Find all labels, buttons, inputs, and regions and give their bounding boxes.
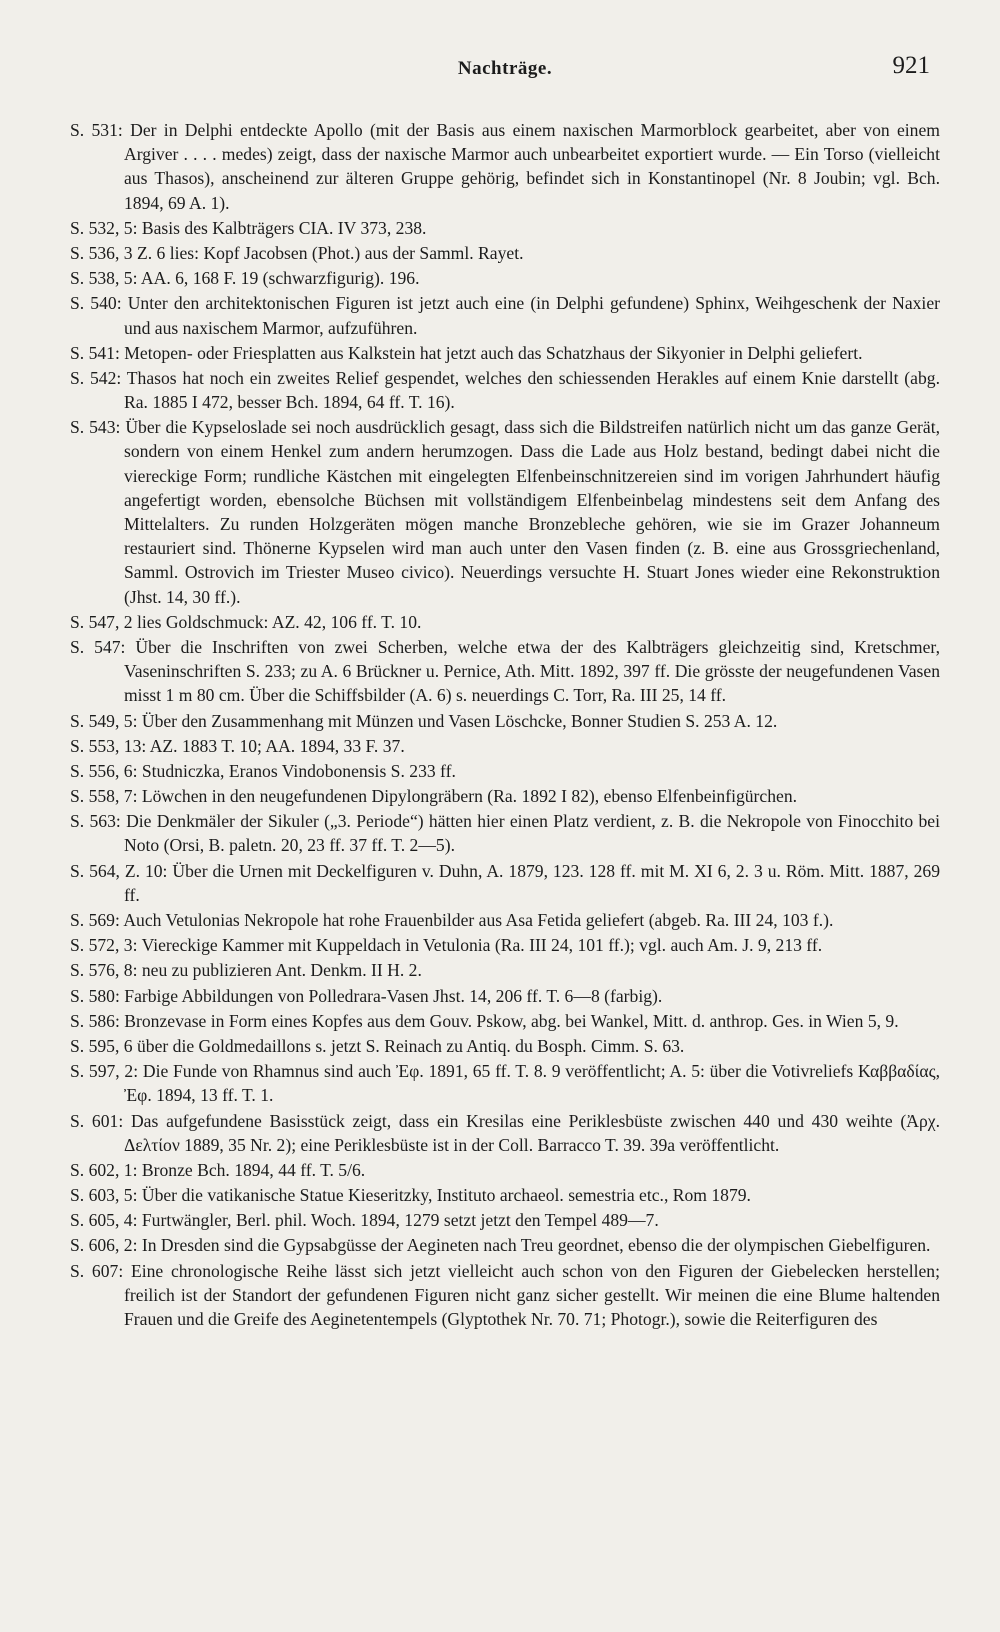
entry-reference: S. 558, 7: (70, 786, 138, 807)
addendum-entry (70, 291, 940, 339)
entry-text: über die Goldmedaillons s. jetzt S. Reinach zu Antiq. du Bosph. Cimm. S. 63. (136, 1035, 685, 1056)
addendum-entry (70, 984, 940, 1008)
entry-text: Über die Kypseloslade sei noch ausdrücklich gesagt, dass sich die Bildstreifen natürlich nicht um das ganze Gerät, sondern von einem Henkel zum andern herumzogen. Dass die Lade aus Holz bestand, bedingt dabei nicht die viereckige Form; rundliche Kästchen mit eingelegten Elfenbeinschnitzereien sind im vorigen Jahrhundert häufig angefertigt worden, ebensolche Büchsen mit vollständigem Elfenbeinbelag mindestens seit dem Anfang des Mittelalters. Zu runden Holzgeräten mögen manche Bronzebleche gehören, wie sie im Grazer Johanneum restauriert sind. Thönerne Kypselen wird man auch unter den Vasen finden (z. B. eine aus Grossgriechenland, Samml. Ostrovich im Triester Museo civico). Neuerdings versuchte H. Stuart Jones wieder eine Rekonstruktion (Jhst. 14, 30 ff.). (124, 417, 940, 607)
entry-text: In Dresden sind die Gypsabgüsse der Aegineten nach Treu geordnet, ebenso die der olympischen Giebelfiguren. (141, 1235, 931, 1256)
entry-text: Die Denkmäler der Sikuler („3. Periode“) hätten hier einen Platz verdient, z. B. die Nekropole von Finocchito bei Noto (Orsi, B. paletn. 20, 23 ff. 37 ff. T. 2—5). (124, 811, 940, 856)
entry-reference: S. 602, 1: (70, 1159, 138, 1180)
entry-reference: S. 603, 5: (70, 1185, 138, 1206)
entry-text: Z. 6 lies: Kopf Jacobsen (Phot.) aus der Samml. Rayet. (136, 242, 524, 263)
addendum-entry (70, 1109, 940, 1157)
entry-reference: S. 540: (70, 293, 122, 314)
entry-reference: S. 597, 2: (70, 1061, 139, 1082)
entry-reference: S. 580: (70, 985, 120, 1006)
entry-text: Über die Urnen mit Deckelfiguren v. Duhn, A. 1879, 123. 128 ff. mit M. XI 6, 2. 3 u. Röm. Mitt. 1887, 269 ff. (124, 860, 940, 905)
entry-text: AA. 6, 168 F. 19 (schwarzfigurig). 196. (140, 268, 420, 289)
addendum-entry (70, 859, 940, 907)
addendum-entry (70, 933, 940, 957)
entry-text: Thasos hat noch ein zweites Relief gespendet, welches den schiessenden Herakles auf einem Knie darstellt (abg. Ra. 1885 I 472, besser Bch. 1894, 64 ff. T. 16). (124, 367, 940, 413)
entry-text: Basis des Kalbträgers CIA. IV 373, 238. (141, 217, 427, 238)
entry-reference: S. 605, 4: (70, 1210, 138, 1231)
addendum-entry (70, 1158, 940, 1182)
entry-reference: S. 564, Z. 10: (70, 860, 168, 881)
addendum-entry (70, 216, 940, 240)
entry-reference: S. 542: (70, 367, 122, 388)
entry-text: Das aufgefundene Basisstück zeigt, dass ein Kresilas eine Periklesbüste zwischen 440 und 430 weihte (Ἀρχ. Δελτίον 1889, 35 Nr. 2); eine Periklesbüste ist in der Coll. Barracco T. 39. 39a veröffentlicht. (124, 1110, 940, 1155)
addenda-list (70, 118, 940, 1331)
entry-reference: S. 547: (70, 636, 126, 657)
entry-text: Über die vatikanische Statue Kieseritzky, Instituto archaeol. semestria etc., Rom 1879. (141, 1185, 751, 1206)
entry-reference: S. 547, 2 (70, 611, 133, 632)
addendum-entry (70, 759, 940, 783)
page-header (70, 52, 940, 92)
entry-text: Der in Delphi entdeckte Apollo (mit der Basis aus einem naxischen Marmorblock gearbeitet, aber von einem Argiver . . . . medes) zeigt, dass der naxische Marmor auch unbearbeitet exportiert wurde. — Ein Torso (vielleicht aus Thasos), anscheinend zur älteren Gruppe gehörig, befindet sich in Konstantinopel (Nr. 8 Joubin; vgl. Bch. 1894, 69 A. 1). (124, 120, 940, 213)
entry-text: Die Funde von Rhamnus sind auch Ἐφ. 1891, 65 ff. T. 8. 9 veröffentlicht; A. 5: über die Votivreliefs Καββαδίας, Ἐφ. 1894, 13 ff. T. 1. (124, 1061, 940, 1106)
entry-reference: S. 606, 2: (70, 1235, 138, 1256)
entry-reference: S. 576, 8: (70, 960, 138, 981)
entry-reference: S. 569: (70, 910, 120, 930)
addendum-entry (70, 1059, 940, 1107)
addendum-entry (70, 610, 940, 634)
addendum-entry (70, 958, 940, 982)
entry-text: lies Goldschmuck: AZ. 42, 106 ff. T. 10. (136, 611, 422, 632)
entry-text: Eine chronologische Reihe lässt sich jetzt vielleicht auch schon von den Figuren der Giebelecken herstellen; freilich ist der Standort der gefundenen Figuren nicht ganz sicher gestellt. Wir meinen die eine Blume haltenden Frauen und die Greife des Aeginetentempels (Glyptothek Nr. 70. 71; Photogr.), sowie die Reiterfiguren des (124, 1260, 940, 1329)
addendum-entry (70, 1233, 940, 1257)
addendum-entry (70, 1009, 940, 1033)
entry-text: Löwchen in den neugefundenen Dipylongräbern (Ra. 1892 I 82), ebenso Elfenbeinfigürchen. (141, 786, 798, 807)
addendum-entry (70, 1208, 940, 1232)
entry-reference: S. 536, 3 (70, 242, 133, 263)
entry-reference: S. 556, 6: (70, 760, 138, 781)
entry-text: Metopen- oder Friesplatten aus Kalkstein hat jetzt auch das Schatzhaus der Sikyonier in Delphi geliefert. (124, 342, 863, 363)
addendum-entry (70, 366, 940, 414)
addendum-entry (70, 415, 940, 609)
addendum-entry (70, 1259, 940, 1332)
addendum-entry (70, 1034, 940, 1058)
entry-text: Über den Zusammenhang mit Münzen und Vasen Löschcke, Bonner Studien S. 253 A. 12. (141, 710, 778, 731)
entry-text: Viereckige Kammer mit Kuppeldach in Vetulonia (Ra. III 24, 101 ff.); vgl. auch Am. J. 9, 213 ff. (141, 935, 823, 956)
entry-text: Bronzevase in Form eines Kopfes aus dem Gouv. Pskow, abg. bei Wankel, Mitt. d. anthrop. Ges. in Wien 5, 9. (124, 1010, 899, 1031)
entry-text: AZ. 1883 T. 10; AA. 1894, 33 F. 37. (149, 735, 405, 756)
entry-text: Farbige Abbildungen von Polledrara-Vasen Jhst. 14, 206 ff. T. 6—8 (farbig). (124, 985, 663, 1006)
addendum-entry (70, 266, 940, 290)
addendum-entry (70, 809, 940, 857)
entry-reference: S. 541: (70, 342, 120, 363)
entry-reference: S. 607: (70, 1260, 124, 1281)
entry-reference: S. 601: (70, 1110, 124, 1131)
entry-reference: S. 595, 6 (70, 1035, 133, 1056)
entry-text: Furtwängler, Berl. phil. Woch. 1894, 1279 setzt jetzt den Tempel 489—7. (141, 1210, 659, 1231)
entry-reference: S. 538, 5: (70, 268, 138, 289)
addendum-entry (70, 784, 940, 808)
entry-reference: S. 586: (70, 1010, 120, 1031)
entry-reference: S. 531: (70, 120, 123, 140)
entry-text: Studniczka, Eranos Vindobonensis S. 233 ff. (141, 760, 456, 781)
running-title: Nachträge. (457, 58, 553, 79)
entry-reference: S. 553, 13: (70, 735, 147, 756)
addendum-entry (70, 734, 940, 758)
addendum-entry (70, 709, 940, 733)
addendum-entry (70, 1183, 940, 1207)
page-number: 921 (892, 52, 930, 79)
addendum-entry (70, 908, 940, 932)
entry-reference: S. 543: (70, 417, 121, 438)
entry-reference: S. 572, 3: (70, 935, 138, 956)
entry-text: Bronze Bch. 1894, 44 ff. T. 5/6. (141, 1159, 366, 1180)
entry-text: neu zu publizieren Ant. Denkm. II H. 2. (141, 960, 422, 981)
entry-reference: S. 549, 5: (70, 710, 138, 731)
entry-text: Unter den architektonischen Figuren ist jetzt auch eine (in Delphi gefundene) Sphinx, Weihgeschenk der Naxier und aus naxischem Marmor, aufzuführen. (124, 293, 940, 338)
entry-text: Auch Vetulonias Nekropole hat rohe Frauenbilder aus Asa Fetida geliefert (abgeb. Ra. III 24, 103 f.). (123, 910, 834, 930)
entry-reference: S. 532, 5: (70, 217, 138, 238)
addendum-entry (70, 635, 940, 708)
addendum-entry (70, 118, 940, 215)
entry-text: Über die Inschriften von zwei Scherben, welche etwa der des Kalbträgers gleichzeitig sind, Kretschmer, Vaseninschriften S. 233; zu A. 6 Brückner u. Pernice, Ath. Mitt. 1892, 397 ff. Die grösste der neugefundenen Vasen misst 1 m 80 cm. Über die Schiffsbilder (A. 6) s. neuerdings C. Torr, Ra. III 25, 14 ff. (124, 636, 940, 706)
addendum-entry (70, 341, 940, 365)
addendum-entry (70, 241, 940, 265)
entry-reference: S. 563: (70, 811, 121, 832)
